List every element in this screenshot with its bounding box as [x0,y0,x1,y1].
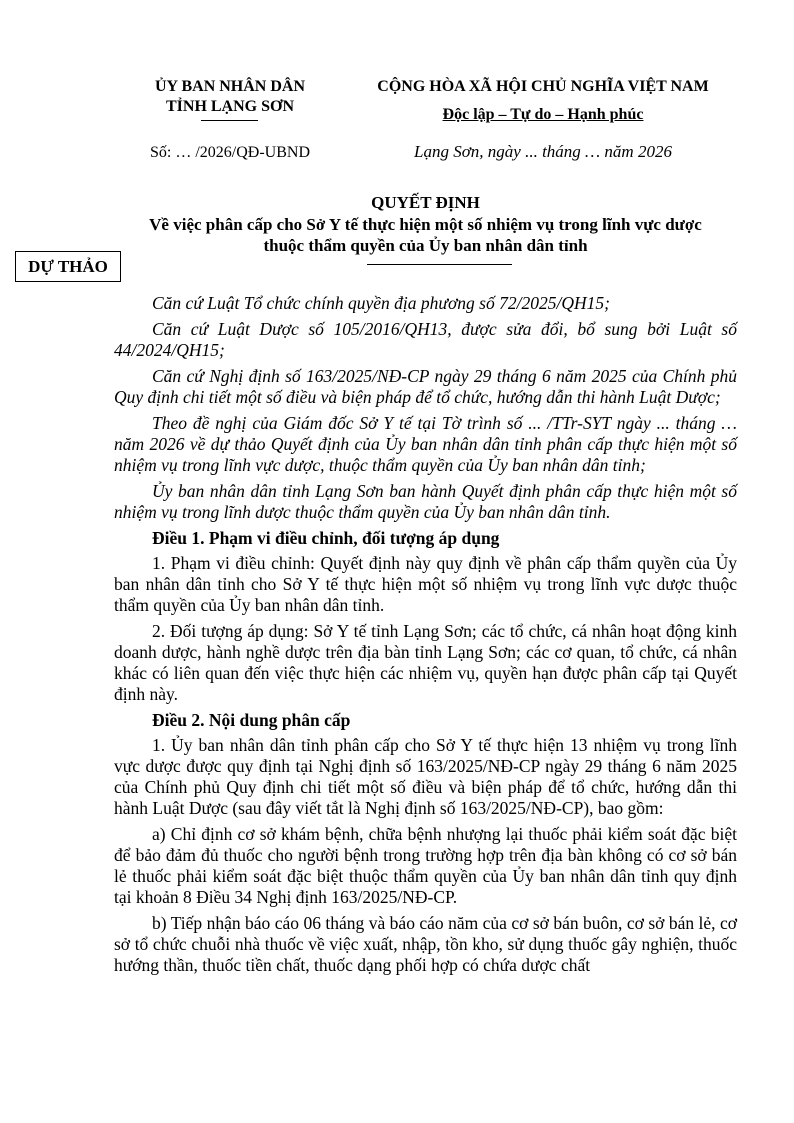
article-2-clause-1: 1. Ủy ban nhân dân tỉnh phân cấp cho Sở Y tế thực hiện 13 nhiệm vụ trong lĩnh vực dược được quy định tại Nghị định số 163/2025/NĐ-CP ngày 29 tháng 6 năm 2025 của Chính phủ Quy định chi tiết một số điều và biện pháp để tổ chức, hướng dẫn thi hành Luật Dược (sau đây viết tắt là Nghị định số 163/2025/NĐ-CP), bao gồm: [114,735,737,818]
agency-underline [201,120,258,121]
preamble-enactment: Ủy ban nhân dân tỉnh Lạng Sơn ban hành Quyết định phân cấp thực hiện một số nhiệm vụ trong lĩnh dược thuộc thẩm quyền của Ủy ban nhân dân tỉnh. [114,481,737,522]
article-2-item-a: a) Chỉ định cơ sở khám bệnh, chữa bệnh nhượng lại thuốc phải kiểm soát đặc biệt để bảo đảm đủ thuốc cho người bệnh trong trường hợp trên địa bàn không có cơ sở bán lẻ thuốc phải kiểm soát đặc biệt thuộc thẩm quyền của Ủy ban nhân dân tỉnh quy định tại khoản 8 Điều 34 Nghị định 163/2025/NĐ-CP. [114,824,737,907]
agency-name-line2: TỈNH LẠNG SƠN [165,98,295,115]
preamble-basis-1: Căn cứ Luật Tổ chức chính quyền địa phương số 72/2025/QH15; [152,293,610,313]
subject-line-2: thuộc thẩm quyền của Ủy ban nhân dân tỉnh [263,236,588,255]
article-1-clause-1: 1. Phạm vi điều chỉnh: Quyết định này quy định về phân cấp thẩm quyền của Ủy ban nhân dân tỉnh cho Sở Y tế thực hiện một số nhiệm vụ trong lĩnh vực dược thuộc thẩm quyền của Ủy ban nhân dân tỉnh. [114,553,737,615]
preamble-basis-2: Căn cứ Luật Dược số 105/2016/QH13, được sửa đổi, bổ sung bởi Luật số 44/2024/QH15; [114,319,737,360]
agency-name-line1: ỦY BAN NHÂN DÂN [154,78,306,95]
article-1-heading: Điều 1. Phạm vi điều chỉnh, đối tượng áp dụng [152,528,500,548]
national-motto: Độc lập – Tự do – Hạnh phúc [442,106,644,123]
title-underline [367,264,512,265]
draft-label-box: DỰ THẢO [15,251,121,282]
subject-line-1: Về việc phân cấp cho Sở Y tế thực hiện một số nhiệm vụ trong lĩnh vực dược [149,215,702,234]
article-2-item-b: b) Tiếp nhận báo cáo 06 tháng và báo cáo năm của cơ sở bán buôn, cơ sở bán lẻ, cơ sở tổ chức chuỗi nhà thuốc về việc xuất, nhập, tồn kho, sử dụng thuốc gây nghiện, thuốc hướng thần, thuốc tiền chất, thuốc dạng phối hợp có chứa dược chất [114,913,737,975]
preamble-basis-3: Căn cứ Nghị định số 163/2025/NĐ-CP ngày 29 tháng 6 năm 2025 của Chính phủ Quy định chi tiết một số điều và biện pháp để tổ chức, hướng dẫn thi hành Luật Dược; [114,366,737,407]
document-type-title: QUYẾT ĐỊNH [371,193,480,212]
place-and-date: Lạng Sơn, ngày ... tháng … năm 2026 [414,142,672,161]
nation-title: CỘNG HÒA XÃ HỘI CHỦ NGHĨA VIỆT NAM [377,78,709,95]
document-body [114,293,737,981]
preamble-proposal: Theo đề nghị của Giám đốc Sở Y tế tại Tờ trình số ... /TTr-SYT ngày ... tháng … năm 2026 về dự thảo Quyết định của Ủy ban nhân dân tỉnh phân cấp thực hiện một số nhiệm vụ trong lĩnh vực dược, thuộc thẩm quyền của Ủy ban nhân dân tỉnh; [114,413,737,475]
article-1-clause-2: 2. Đối tượng áp dụng: Sở Y tế tỉnh Lạng Sơn; các tổ chức, cá nhân hoạt động kinh doanh dược, hành nghề dược trên địa bàn tỉnh Lạng Sơn; các cơ quan, tổ chức, cá nhân khác có liên quan đến việc thực hiện các nhiệm vụ, quyền hạn được phân cấp tại Quyết định này. [114,621,737,704]
document-number: Số: … /2026/QĐ-UBND [149,144,310,161]
article-2-heading: Điều 2. Nội dung phân cấp [152,710,351,730]
